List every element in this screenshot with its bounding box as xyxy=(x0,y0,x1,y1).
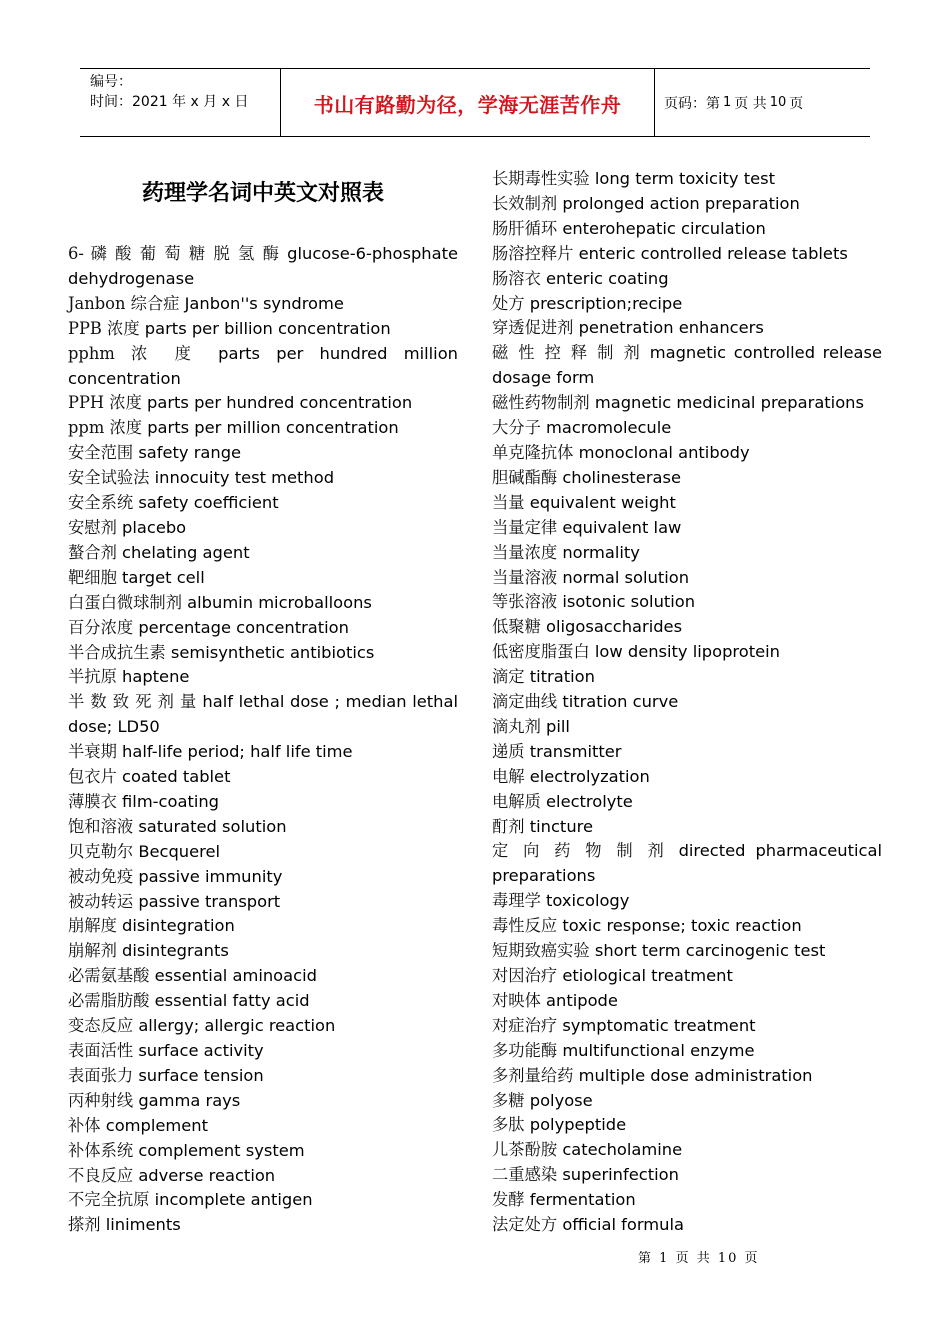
entry-chinese-term: 安全系统 xyxy=(68,493,134,513)
entry-chinese-term: 变态反应 xyxy=(68,1016,134,1036)
entry-chinese-term: 滴丸剂 xyxy=(492,716,541,736)
entry-english-term: equivalent law xyxy=(557,517,682,537)
entry-chinese-term: 长效制剂 xyxy=(492,193,558,213)
entry-chinese-term: 肠溶控释片 xyxy=(492,243,574,263)
entry-english-term: safety range xyxy=(133,443,242,463)
entry-english-term: passive transport xyxy=(133,891,281,911)
entry-english-term: penetration enhancers xyxy=(573,318,764,338)
right-column xyxy=(492,167,882,1238)
entry-chinese-term: 薄膜衣 xyxy=(68,791,117,811)
glossary-entry xyxy=(492,541,882,566)
entry-english-term: adverse reaction xyxy=(133,1165,276,1185)
glossary-entry xyxy=(492,914,882,939)
entry-english-term: saturated solution xyxy=(133,816,287,836)
glossary-entry xyxy=(492,839,882,889)
entry-chinese-term: 必需氨基酸 xyxy=(68,966,150,986)
glossary-entry xyxy=(492,1014,882,1039)
entry-chinese-term: 表面活性 xyxy=(68,1041,134,1060)
entry-chinese-term: PPB 浓度 xyxy=(68,318,140,338)
entry-chinese-term: 靶细胞 xyxy=(68,567,117,587)
entry-english-term: haptene xyxy=(116,667,190,687)
entry-english-term: tincture xyxy=(524,816,593,836)
glossary-entry xyxy=(492,815,882,840)
glossary-entry xyxy=(492,1089,882,1114)
glossary-entry xyxy=(68,740,458,765)
entry-english-term: complement system xyxy=(133,1140,305,1160)
entry-english-term: toxic response; toxic reaction xyxy=(557,916,802,936)
entry-english-term: placebo xyxy=(116,517,187,537)
entry-chinese-term: 低密度脂蛋白 xyxy=(492,642,590,662)
entry-english-term: catecholamine xyxy=(557,1140,683,1160)
glossary-entry xyxy=(68,317,458,342)
glossary-entry xyxy=(68,665,458,690)
entry-chinese-term: PPH 浓度 xyxy=(68,393,142,413)
entry-english-term: transmitter xyxy=(524,741,622,761)
entry-english-term: safety coefficient xyxy=(133,493,279,513)
page-label-mid: 页 共 xyxy=(734,95,767,112)
entry-english-term: Janbon''s syndrome xyxy=(179,293,344,313)
glossary-entry xyxy=(492,1064,882,1089)
entry-chinese-term: 毒理学 xyxy=(492,891,541,911)
glossary-entry xyxy=(492,889,882,914)
entry-chinese-term: 补体系统 xyxy=(68,1140,134,1160)
entry-english-term: symptomatic treatment xyxy=(557,1015,756,1035)
entry-chinese-term: 搽剂 xyxy=(68,1215,101,1235)
entry-chinese-term: 滴定曲线 xyxy=(492,692,558,712)
glossary-entry xyxy=(68,890,458,915)
entry-english-term: surface tension xyxy=(133,1065,264,1085)
footer-prefix: 第 xyxy=(638,1251,654,1266)
entry-english-term: target cell xyxy=(116,567,205,587)
entry-english-term: equivalent weight xyxy=(524,492,676,512)
entry-english-term: chelating agent xyxy=(116,542,250,562)
glossary-entry xyxy=(492,1213,882,1238)
entry-english-term: etiological treatment xyxy=(557,966,733,985)
entry-chinese-term: 多剂量给药 xyxy=(492,1065,574,1085)
entry-english-term: titration curve xyxy=(557,692,679,712)
entry-chinese-term: 对因治疗 xyxy=(492,966,558,985)
entry-english-term: official formula xyxy=(557,1215,684,1235)
entry-english-term: cholinesterase xyxy=(557,467,681,487)
entry-english-term: prolonged action preparation xyxy=(557,193,800,213)
entry-chinese-term: 电解质 xyxy=(492,791,541,811)
glossary-entry xyxy=(68,1064,458,1089)
glossary-entry xyxy=(492,690,882,715)
entry-english-term: disintegrants xyxy=(116,941,229,961)
number-label: 编号： xyxy=(90,74,132,90)
page-total: 10 xyxy=(769,95,787,110)
entry-english-term: polyose xyxy=(524,1090,593,1110)
entry-english-term: film-coating xyxy=(116,791,219,811)
glossary-entry xyxy=(492,167,882,192)
entry-chinese-term: 半衰期 xyxy=(68,742,117,762)
entry-chinese-term: 安慰剂 xyxy=(68,517,117,537)
entry-english-term: enteric controlled release tablets xyxy=(573,243,848,263)
entry-chinese-term: 丙种射线 xyxy=(68,1090,134,1110)
entry-english-term: disintegration xyxy=(116,916,235,936)
entry-chinese-term: 短期致癌实验 xyxy=(492,941,590,961)
entry-english-term: percentage concentration xyxy=(133,617,349,637)
entry-chinese-term: 表面张力 xyxy=(68,1065,134,1085)
left-column xyxy=(68,242,458,1238)
glossary-entry xyxy=(68,1039,458,1064)
entry-chinese-term: 大分子 xyxy=(492,418,541,438)
entry-english-term: albumin microballoons xyxy=(181,592,372,612)
glossary-entry xyxy=(68,641,458,666)
entry-chinese-term: 磁性药物制剂 xyxy=(492,393,590,413)
entry-chinese-term: 半合成抗生素 xyxy=(68,642,166,662)
entry-english-term: allergy; allergic reaction xyxy=(133,1016,336,1036)
entry-chinese-term: 被动转运 xyxy=(68,891,134,911)
entry-chinese-term: 等张溶液 xyxy=(492,592,558,612)
glossary-entry xyxy=(68,989,458,1014)
entry-chinese-term: 多功能酶 xyxy=(492,1040,558,1060)
entry-chinese-term: 电解 xyxy=(492,766,525,786)
glossary-entry xyxy=(68,690,458,740)
entry-english-term: pill xyxy=(540,716,570,736)
glossary-entry xyxy=(68,516,458,541)
glossary-entry xyxy=(68,416,458,441)
entry-chinese-term: 不良反应 xyxy=(68,1165,134,1185)
footer-suffix: 页 xyxy=(744,1251,760,1266)
glossary-entry xyxy=(68,1139,458,1164)
entry-english-term: multifunctional enzyme xyxy=(557,1040,755,1060)
entry-chinese-term: 肠肝循环 xyxy=(492,218,558,238)
glossary-entry xyxy=(492,441,882,466)
glossary-entry xyxy=(68,342,458,392)
entry-english-term: enteric coating xyxy=(540,268,669,288)
entry-english-term: essential fatty acid xyxy=(149,991,310,1011)
entry-english-term: electrolyzation xyxy=(524,766,650,786)
entry-chinese-term: 不完全抗原 xyxy=(68,1190,150,1210)
glossary-entry xyxy=(68,964,458,989)
entry-chinese-term: 被动免疫 xyxy=(68,866,134,886)
header-table xyxy=(80,68,870,137)
entry-english-term: fermentation xyxy=(524,1190,636,1210)
glossary-entry xyxy=(68,939,458,964)
footer-mid: 页 共 xyxy=(675,1251,712,1266)
glossary-entry xyxy=(492,1138,882,1163)
entry-chinese-term: 磁 性 控 释 制 剂 xyxy=(492,343,643,363)
glossary-entry xyxy=(68,566,458,591)
glossary-entry xyxy=(68,591,458,616)
glossary-entry xyxy=(68,865,458,890)
entry-english-term: liniments xyxy=(100,1215,181,1235)
entry-chinese-term: 多糖 xyxy=(492,1090,525,1110)
page-label-prefix: 页码：第 xyxy=(664,95,720,112)
entry-chinese-term: 崩解剂 xyxy=(68,941,117,961)
header-meta-cell xyxy=(80,69,281,136)
entry-english-term: parts per hundred concentration xyxy=(141,393,413,413)
glossary-entry xyxy=(492,964,882,989)
entry-chinese-term: 对映体 xyxy=(492,990,541,1010)
entry-chinese-term: 白蛋白微球制剂 xyxy=(68,592,182,612)
entry-english-term: normality xyxy=(557,542,640,562)
entry-english-term: short term carcinogenic test xyxy=(589,941,826,961)
glossary-entry xyxy=(68,1114,458,1139)
entry-chinese-term: 安全范围 xyxy=(68,443,134,463)
entry-chinese-term: 半 数 致 死 剂 量 xyxy=(68,692,197,712)
entry-english-term: oligosaccharides xyxy=(540,617,683,637)
entry-chinese-term: 多肽 xyxy=(492,1115,525,1135)
glossary-entry xyxy=(492,341,882,391)
entry-english-term: essential aminoacid xyxy=(149,966,317,986)
entry-chinese-term: Janbon 综合症 xyxy=(68,293,180,313)
glossary-entry xyxy=(68,1164,458,1189)
header-page-cell xyxy=(655,69,870,136)
entry-chinese-term: 当量 xyxy=(492,492,525,512)
motto: 书山有路勤为径，学海无涯苦作舟 xyxy=(313,93,622,117)
entry-english-term: long term toxicity test xyxy=(589,169,775,188)
entry-chinese-term: 酊剂 xyxy=(492,816,525,836)
footer-total: 10 xyxy=(717,1251,739,1266)
entry-english-term: normal solution xyxy=(557,567,690,587)
glossary-entry xyxy=(68,541,458,566)
entry-chinese-term: 螯合剂 xyxy=(68,542,117,562)
header-motto-cell xyxy=(281,69,655,136)
glossary-entry xyxy=(492,715,882,740)
entry-chinese-term: 百分浓度 xyxy=(68,617,134,637)
glossary-entry xyxy=(68,616,458,641)
entry-english-term: titration xyxy=(524,667,595,687)
glossary-entry xyxy=(492,665,882,690)
entry-english-term: parts per billion concentration xyxy=(139,318,391,338)
entry-chinese-term: 当量定律 xyxy=(492,517,558,537)
entry-chinese-term: pphm 浓 度 xyxy=(68,343,202,363)
entry-english-term: magnetic controlled release dosage form xyxy=(492,343,882,388)
entry-chinese-term: 递质 xyxy=(492,741,525,761)
entry-english-term: electrolyte xyxy=(540,791,633,811)
page-footer xyxy=(638,1247,760,1266)
entry-english-term: surface activity xyxy=(133,1041,264,1060)
entry-english-term: glucose-6-phosphate dehydrogenase xyxy=(68,244,458,288)
entry-english-term: superinfection xyxy=(557,1165,679,1185)
glossary-entry xyxy=(68,441,458,466)
entry-english-term: half-life period; half life time xyxy=(116,742,353,762)
glossary-entry xyxy=(492,939,882,964)
glossary-entry xyxy=(492,491,882,516)
glossary-entry xyxy=(492,566,882,591)
entry-chinese-term: 当量浓度 xyxy=(492,542,558,562)
entry-chinese-term: 处方 xyxy=(492,293,525,313)
entry-english-term: directed pharmaceutical preparations xyxy=(492,841,882,886)
entry-chinese-term: 法定处方 xyxy=(492,1215,558,1235)
glossary-entry xyxy=(492,989,882,1014)
entry-chinese-term: 崩解度 xyxy=(68,916,117,936)
glossary-entry xyxy=(492,1163,882,1188)
entry-english-term: incomplete antigen xyxy=(149,1190,313,1210)
entry-english-term: magnetic medicinal preparations xyxy=(589,393,864,413)
glossary-entry xyxy=(492,466,882,491)
glossary-entry xyxy=(68,815,458,840)
entry-english-term: polypeptide xyxy=(524,1115,627,1135)
entry-english-term: enterohepatic circulation xyxy=(557,218,766,238)
glossary-entry xyxy=(492,740,882,765)
entry-chinese-term: 补体 xyxy=(68,1115,101,1135)
entry-chinese-term: 饱和溶液 xyxy=(68,816,134,836)
entry-english-term: coated tablet xyxy=(116,767,231,787)
glossary-entry xyxy=(492,1039,882,1064)
entry-english-term: semisynthetic antibiotics xyxy=(165,642,375,662)
entry-chinese-term: 半抗原 xyxy=(68,667,117,687)
entry-english-term: complement xyxy=(100,1115,208,1135)
glossary-entry xyxy=(492,790,882,815)
entry-english-term: parts per million concentration xyxy=(142,418,399,438)
entry-english-term: half lethal dose ; median lethal dose; LD50 xyxy=(68,692,458,737)
entry-english-term: antipode xyxy=(540,990,618,1010)
entry-chinese-term: 儿茶酚胺 xyxy=(492,1140,558,1160)
glossary-entry xyxy=(492,416,882,441)
glossary-entry xyxy=(68,242,458,292)
entry-chinese-term: 定 向 药 物 制 剂 xyxy=(492,841,669,861)
glossary-entry xyxy=(492,192,882,217)
glossary-entry xyxy=(68,1213,458,1238)
entry-english-term: Becquerel xyxy=(133,841,221,861)
entry-chinese-term: 低聚糖 xyxy=(492,617,541,637)
entry-english-term: multiple dose administration xyxy=(573,1065,813,1085)
entry-chinese-term: 胆碱酯酶 xyxy=(492,467,558,487)
entry-english-term: macromolecule xyxy=(540,418,672,438)
page-current: 1 xyxy=(723,95,732,110)
entry-chinese-term: 长期毒性实验 xyxy=(492,169,590,188)
glossary-entry xyxy=(492,1113,882,1138)
page-label-suffix: 页 xyxy=(789,95,804,112)
glossary-entry xyxy=(68,914,458,939)
glossary-entry xyxy=(68,1188,458,1213)
entry-chinese-term: 单克隆抗体 xyxy=(492,442,574,462)
glossary-entry xyxy=(492,1188,882,1213)
glossary-entry xyxy=(68,1014,458,1039)
footer-current: 1 xyxy=(659,1251,670,1266)
glossary-entry xyxy=(68,292,458,317)
entry-english-term: prescription;recipe xyxy=(524,293,683,313)
entry-english-term: parts per hundred million concentration xyxy=(68,343,458,388)
glossary-entry xyxy=(492,615,882,640)
glossary-entry xyxy=(492,292,882,317)
entry-english-term: gamma rays xyxy=(133,1090,241,1110)
glossary-entry xyxy=(68,765,458,790)
entry-chinese-term: 毒性反应 xyxy=(492,916,558,936)
glossary-entry xyxy=(68,491,458,516)
glossary-entry xyxy=(68,790,458,815)
glossary-entry xyxy=(68,840,458,865)
glossary-entry xyxy=(68,466,458,491)
glossary-entry xyxy=(68,391,458,416)
glossary-entry xyxy=(492,267,882,292)
entry-chinese-term: 二重感染 xyxy=(492,1165,558,1185)
entry-chinese-term: 肠溶衣 xyxy=(492,268,541,288)
entry-english-term: passive immunity xyxy=(133,866,283,886)
entry-chinese-term: ppm 浓度 xyxy=(68,418,143,438)
entry-chinese-term: 必需脂肪酸 xyxy=(68,991,150,1011)
entry-chinese-term: 贝克勒尔 xyxy=(68,841,134,861)
entry-english-term: innocuity test method xyxy=(149,468,335,488)
glossary-entry xyxy=(492,765,882,790)
entry-chinese-term: 包衣片 xyxy=(68,767,117,787)
entry-chinese-term: 穿透促进剂 xyxy=(492,318,574,338)
glossary-entry xyxy=(492,242,882,267)
entry-english-term: toxicology xyxy=(540,891,630,911)
entry-chinese-term: 滴定 xyxy=(492,667,525,687)
page-title: 药理学名词中英文对照表 xyxy=(141,180,384,206)
entry-chinese-term: 发酵 xyxy=(492,1190,525,1210)
entry-chinese-term: 安全试验法 xyxy=(68,468,150,488)
glossary-entry xyxy=(492,516,882,541)
glossary-entry xyxy=(68,1089,458,1114)
glossary-entry xyxy=(492,640,882,665)
glossary-entry xyxy=(492,391,882,416)
glossary-entry xyxy=(492,590,882,615)
entry-chinese-term: 6- 磷 酸 葡 萄 糖 脱 氢 酶 xyxy=(68,244,281,263)
glossary-entry xyxy=(492,316,882,341)
date-label: 时间：2021 年 x 月 x 日 xyxy=(90,94,249,110)
entry-english-term: low density lipoprotein xyxy=(589,642,780,662)
entry-chinese-term: 当量溶液 xyxy=(492,567,558,587)
entry-english-term: isotonic solution xyxy=(557,592,696,612)
entry-chinese-term: 对症治疗 xyxy=(492,1015,558,1035)
glossary-entry xyxy=(492,217,882,242)
entry-english-term: monoclonal antibody xyxy=(573,442,750,462)
